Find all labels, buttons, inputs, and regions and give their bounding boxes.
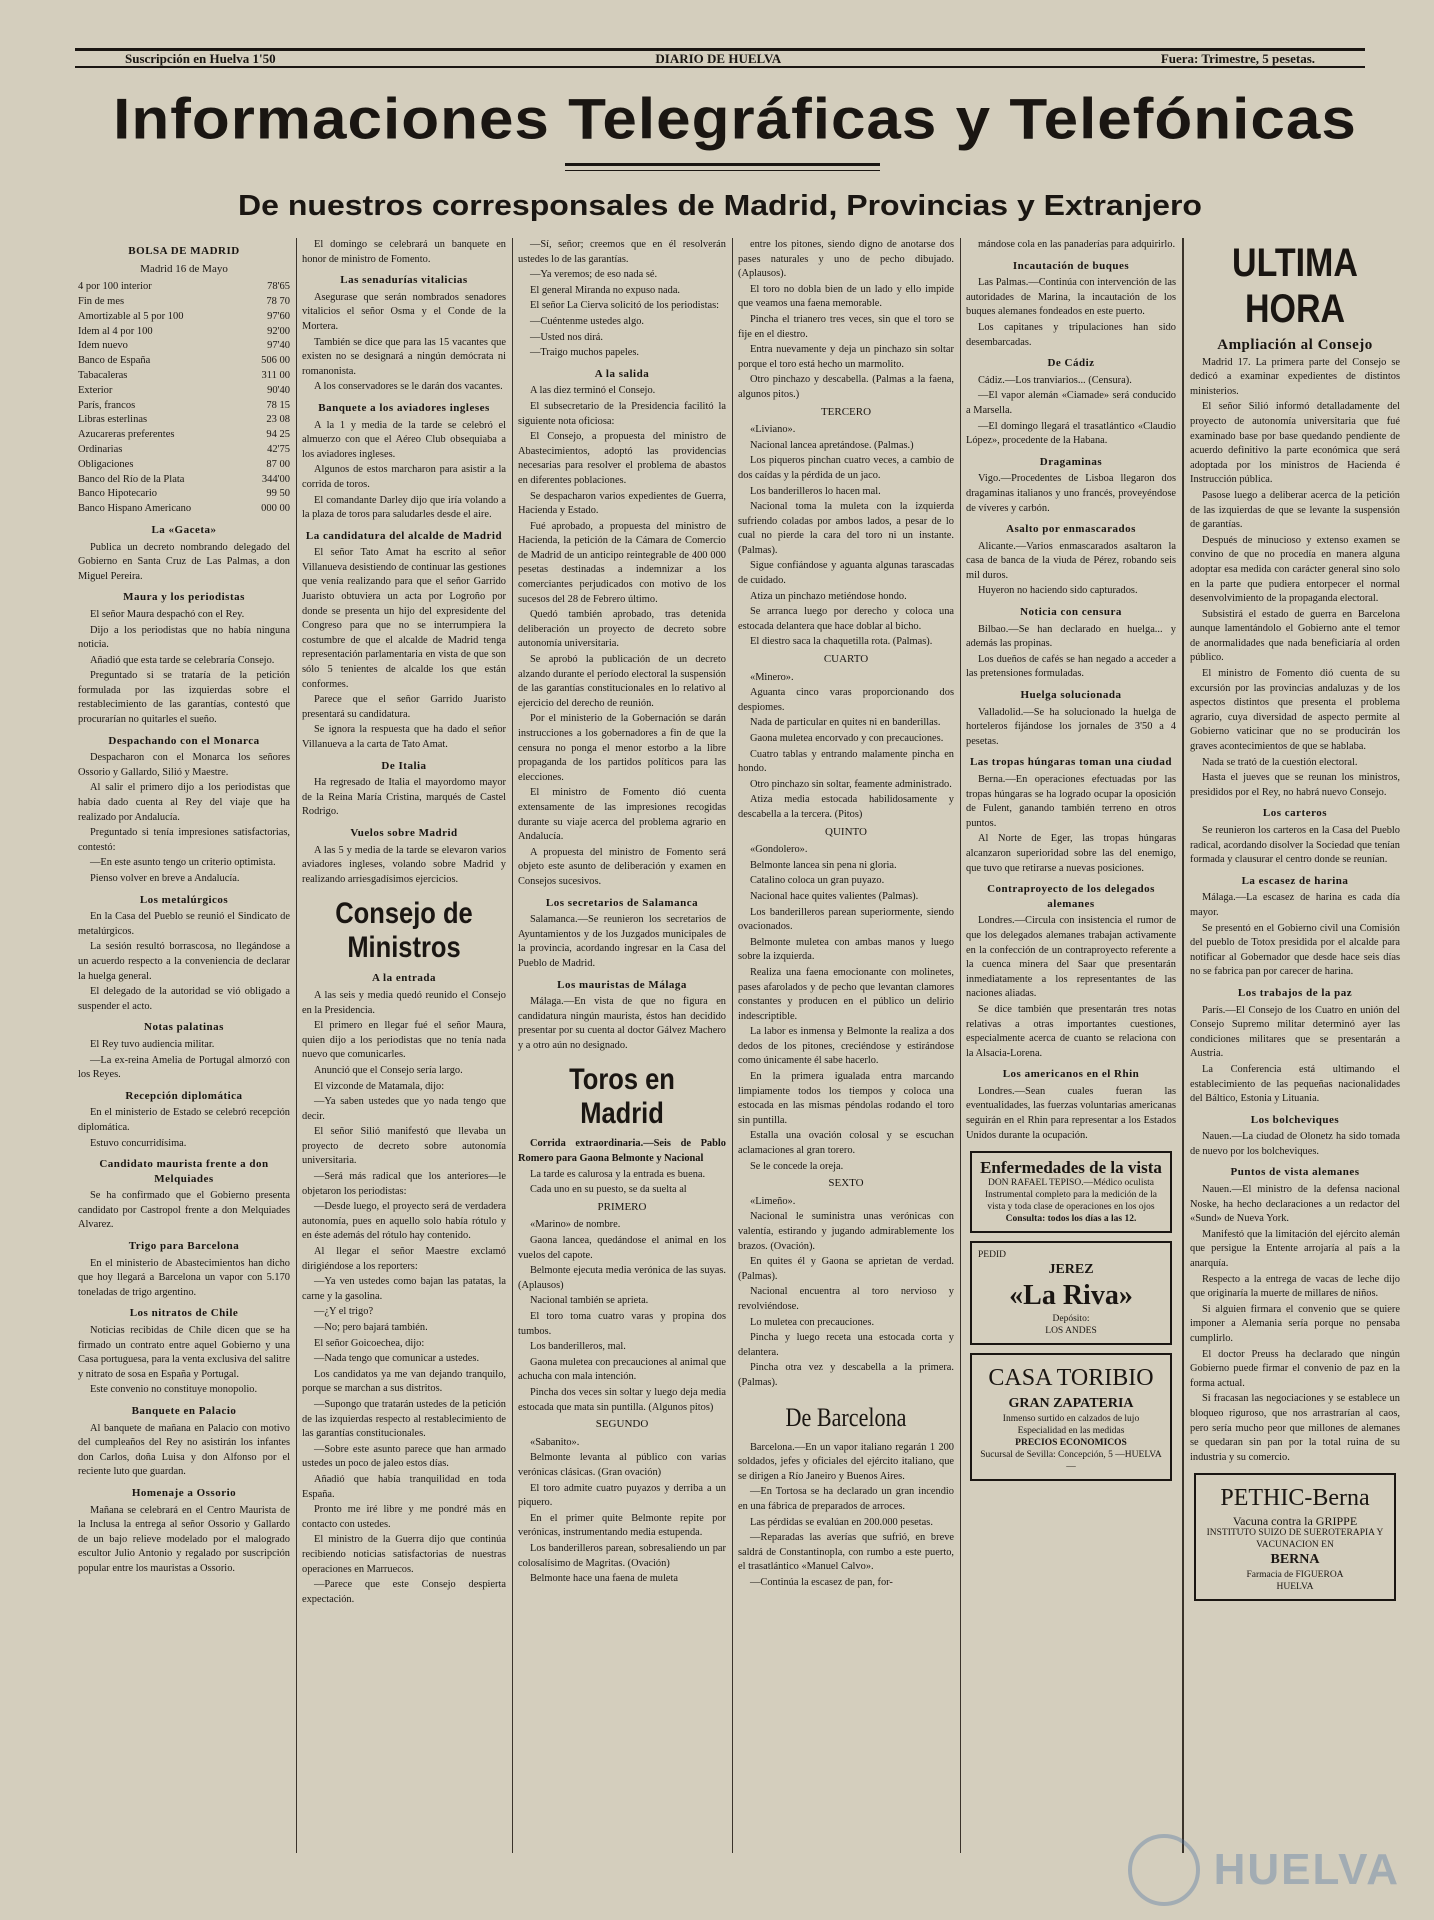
quote-row: Azucareras preferentes 94 25 (78, 429, 290, 441)
headline: Huelga solucionada (1020, 689, 1122, 702)
header-bar (75, 48, 1365, 68)
article-text: Se ignora la respuesta que ha dado el señor Villanueva a la carta de Tato Amat. (302, 724, 506, 750)
article-text: La tarde es calurosa y la entrada es buena. (530, 1168, 706, 1180)
article-text: Huyeron no haciendo sido capturados. (978, 585, 1138, 597)
section-banner: Consejo de Ministros (335, 897, 473, 965)
section-subtitle: De nuestros corresponsales de Madrid, Provincias y Extranjero (238, 188, 1202, 222)
headline: De Italia (381, 759, 427, 772)
article-text: Málaga.—En vista de que no figura en candidatura ningún maurista, éstos han decidido presentar por su cuenta al doctor Gálvez Machero y a otro aún no designado. (518, 996, 726, 1051)
article-text: —Supongo que tratarán ustedes de la petición de las izquierdas respecto al restablecimiento de las garantías constitucionales. (302, 1398, 506, 1440)
article-text: Belmonte ejecuta media verónica de las suyas. (Aplausos) (518, 1265, 726, 1291)
article-text: Mañana se celebrará en el Centro Maurista de la Inclusa la entrega al señor Ossorio y Gallardo de un bajo relieve modelado por el malogrado escultor Julio Antonio y regalado por suscripción popular entre los mauristas a Ossorio. (78, 1504, 290, 1574)
article-text: El señor Maura despachó con el Rey. (90, 608, 245, 620)
headline: La «Gaceta» (151, 523, 217, 536)
article-text: Nada se trató de la cuestión electoral. (1202, 756, 1358, 768)
quote-row: París, francos 78 15 (78, 399, 290, 411)
column-6 (1190, 238, 1400, 1853)
article-text: Noticias recibidas de Chile dicen que se ha firmado un contrato entre aquel Gobierno y una Casa portuguesa, para la venta exclusiva del salitre y nitrato de sosa en España y Portugal. (78, 1325, 290, 1380)
column-divider (732, 238, 733, 1853)
article-text: —Cuéntenme ustedes algo. (530, 315, 644, 327)
article-text: Pienso volver en breve a Andalucía. (90, 873, 240, 884)
column-4 (738, 238, 954, 1853)
subheading: CUARTO (823, 653, 869, 666)
article-text: Pincha el trianero tres veces, sin que el toro se fije en el diestro. (738, 313, 954, 340)
article-text: Belmonte lancea sin pena ni gloria. (750, 859, 897, 871)
article-text: Gaona muletea encorvado y con precauciones. (750, 733, 944, 744)
article-text: Subsistirá el estado de guerra en Barcelona aunque lamentándolo el Gobierno ante el temor de anormalidades que nada beneficiaría al orden público. (1190, 608, 1400, 664)
article-text: Los banderilleros parean superiormente, siendo ovacionados. (738, 906, 954, 933)
headline: Homenaje a Ossorio (131, 1486, 237, 1499)
article-text: «Gondolero». (750, 844, 808, 856)
ad-pethic-berna (1194, 1473, 1396, 1601)
subscription-local: Suscripción en Huelva 1'50 (125, 50, 276, 66)
headline: Incautación de buques (1012, 259, 1130, 272)
quote-row: Ordinarias 42'75 (78, 443, 290, 455)
headline: Banquete en Palacio (131, 1405, 237, 1417)
column-divider (296, 238, 297, 1853)
headline: Los mauristas de Málaga (557, 978, 687, 991)
article-text: Manifestó que la limitación del ejército alemán que persigue la Entente arrojaría al país a la anarquía. (1190, 1228, 1400, 1270)
subscription-outside: Fuera: Trimestre, 5 pesetas. (1160, 50, 1315, 66)
article-text: La Conferencia está ultimando el establecimiento de las pequeñas nacionalidades del Báltico, Estonia y Lituania. (1190, 1063, 1400, 1105)
article-text: El señor Silió manifestó que llevaba un proyecto de decreto sobre autonomía universitaria. (302, 1126, 506, 1167)
article-text: Lo muletea con precauciones. (750, 1316, 875, 1328)
article-text: Los banderilleros, mal. (530, 1341, 626, 1353)
article-text: «Sabanito». (530, 1436, 580, 1448)
article-text: Los banderilleros lo hacen mal. (750, 485, 881, 497)
subheading: TERCERO (820, 405, 872, 418)
article-text: Despacharon con el Monarca los señores Ossorio y Gallardo, Silió y Maestre. (78, 752, 290, 778)
headline: Maura y los periodistas (123, 591, 245, 604)
article-text: Pincha otra vez y descabella a la primera. (Palmas). (738, 1362, 954, 1388)
article-text: —Nada tengo que comunicar a ustedes. (314, 1353, 480, 1365)
article-text: El subsecretario de la Presidencia facilitó la siguiente nota oficiosa: (518, 400, 726, 427)
article-text: Preguntado si tenía impresiones satisfactorias, contestó: (78, 827, 290, 853)
article-text: —¿Y el trigo? (314, 1306, 374, 1318)
article-text: Ha regresado de Italia el mayordomo mayor de la Reina María Cristina, marqués de Castel Rodrigo. (302, 777, 506, 818)
article-text: «Liviano». (750, 424, 796, 436)
article-text: Al Norte de Eger, las tropas húngaras alcanzaron superioridad sobre las del enemigo, que tuvo que retirarse a nuevas posiciones. (966, 833, 1176, 874)
headline: Vuelos sobre Madrid (350, 826, 458, 839)
article-text: —En este asunto tengo un criterio optimista. (90, 857, 276, 869)
quote-row: Banco del Río de la Plata 344'00 (78, 473, 290, 485)
quote-row: Exterior 90'40 (78, 384, 290, 396)
article-text: Cádiz.—Los tranviarios... (Censura). (978, 374, 1132, 386)
article-text: En la primera igualada entra marcando limpiamente todos los tiempos y coloca una estocada en las mismas péndolas rodando el toro sin puntilla. (738, 1071, 954, 1126)
article-text: El señor Goicoechea, dijo: (314, 1337, 425, 1349)
article-text: El ministro de Fomento dió cuenta extensamente de las impresiones recogidas durante su viaje acerca del problema agrario en Andalucía. (518, 787, 726, 843)
article-text: Londres.—Sean cuales fueran las eventualidades, las fuerzas voluntarias americanas seguirán en el Rhin para representar a los Estados Unidos durante la ocupación. (966, 1085, 1176, 1141)
article-text: Salamanca.—Se reunieron los secretarios de Ayuntamientos y de los Juzgados municipales de la provincia, acordando ingresar en la Casa del Pueblo de Madrid. (518, 914, 726, 969)
article-text: Si alguien firmara el convenio que se quiere imponer a Alemania sería porque no pensaba cumplirlo. (1190, 1303, 1400, 1344)
article-text: Pincha dos veces sin soltar y luego deja media estocada que mata sin puntilla. (Algunos pitos) (518, 1386, 726, 1413)
article-text: Otro pinchazo y descabella. (Palmas a la faena, algunos pitos.) (738, 374, 954, 400)
article-text: «Marino» de nombre. (530, 1219, 621, 1231)
stock-quotes (78, 280, 290, 517)
headline: La escasez de harina (1241, 874, 1349, 887)
article-text: Hasta el jueves que se reunan los ministros, presididos por el Rey, no habrá nuevo Consejo. (1190, 772, 1400, 798)
article-text: París.—El Consejo de los Cuatro en unión del Consejo Supremo militar determinó ayer las condiciones militares que se presentarán a Austria. (1190, 1004, 1400, 1060)
quote-row: Banco Hispano Americano 000 00 (78, 503, 290, 515)
ad-line: Especialidad en las medidas (1017, 1426, 1125, 1437)
article-text: El doctor Preuss ha declarado que ningún Gobierno puede firmar el convenio de paz en la forma actual. (1190, 1348, 1400, 1389)
quote-row: Banco de España 506 00 (78, 355, 290, 367)
section-banner: Toros en Madrid (569, 1063, 675, 1131)
article-text: A las 5 y media de la tarde se elevaron varios aviadores ingleses, volando sobre Madrid y realizando arriesgadísimos ejercicios. (302, 844, 506, 885)
article-text: El delegado de la autoridad se vió obligado a suspender el acto. (78, 986, 290, 1012)
headline: A la salida (594, 367, 650, 380)
article-text: En la Casa del Pueblo se reunió el Sindicato de metalúrgicos. (78, 911, 290, 937)
article-text: Los candidatos ya me van dejando tranquilo, porque se marchan a sus distritos. (302, 1368, 506, 1395)
article-text: Los capitanes y tripulaciones han sido desembarcadas. (966, 321, 1176, 348)
ad-title: Enfermedades de la vista (980, 1158, 1162, 1178)
article-text: Madrid 17. La primera parte del Consejo se dedicó a examinar expedientes de distintos ministerios. (1190, 356, 1400, 397)
column-5 (966, 238, 1176, 1853)
article-text: mándose cola en las panaderías para adquirirlo. (978, 239, 1176, 250)
article-text: Pincha y luego receta una estocada corta y delantera. (738, 1332, 954, 1358)
headline: Contraproyecto de los delegados alemanes (987, 883, 1155, 910)
subheading: PRIMERO (597, 1200, 647, 1213)
article-text: Las Palmas.—Continúa con intervención de las autoridades de Marina, la incautación de los buques alemanes fondeados en este puerto. (966, 277, 1176, 318)
article-text: Preguntado si se trataría de la petición formulada por las izquierdas sobre el restablecimiento de las garantías, contestó que procurarían no quitarles el sueño. (78, 670, 290, 726)
article-text: —Reparadas las averías que sufrió, en breve saldrá de Constantinopla, con rumbo a este puerto, el trasatlántico «Manuel Calvo». (738, 1532, 954, 1573)
article-text: El toro no dobla bien de un lado y ello impide que veamos una faena memorable. (738, 283, 954, 310)
article-text: Dijo a los periodistas que no había ninguna noticia. (78, 624, 290, 651)
ad-institute: INSTITUTO SUIZO DE SUEROTERAPIA Y VACUNACION EN (1206, 1528, 1384, 1551)
ad-casa-toribio (970, 1353, 1172, 1481)
headline: Los metalúrgicos (139, 893, 229, 906)
column-3 (518, 238, 726, 1853)
article-text: El vizconde de Matamala, dijo: (314, 1080, 445, 1092)
headline: Los secretarios de Salamanca (545, 896, 699, 909)
article-text: Pasose luego a deliberar acerca de la petición de las izquierdas de que se levante la suspensión de garantías. (1190, 489, 1400, 531)
ad-address: LOS ANDES (1045, 1326, 1097, 1337)
article-text: Por el ministerio de la Gobernación se darán instrucciones a los gobernadores a fin de que la censura no ponga el menor estorbo a la libre propaganda de los partidos políticos para las elecciones. (518, 713, 726, 783)
article-text: —Ya ven ustedes como bajan las patatas, la carne y la gasolina. (302, 1276, 506, 1302)
headline: Las tropas húngaras toman una ciudad (969, 756, 1173, 769)
article-text: A propuesta del ministro de Fomento será objeto este asunto de deliberación y examen en Consejos sucesivos. (518, 846, 726, 887)
article-text: Se aprobó la publicación de un decreto alzando durante el período electoral la suspensión de las garantías constitucionales en lo relativo al ejercicio del derecho de reunión. (518, 654, 726, 709)
article-text: A las seis y media quedó reunido el Consejo en la Presidencia. (302, 989, 506, 1016)
article-text: Se le concede la oreja. (750, 1160, 844, 1172)
article-text: El señor Tato Amat ha escrito al señor Villanueva desistiendo de continuar las gestiones que venía realizando para que el señor Garrido Juaristo obtuviera un acta por Logroño por donde se presenta un hijo del expresidente del Congreso para que no se interrumpiera la costumbre de que el alcalde de Madrid tenga representación parlamentaria en vista de que son sólo 5 tenientes de alcalde los que están conformes. (302, 547, 506, 690)
breaking-news-title: ULTIMA HORA (1232, 241, 1358, 331)
article-text: Nacional lancea apretándose. (Palmas.) (750, 439, 914, 451)
article-text: Nacional toma la muleta con la izquierda sufriendo coladas por ambos lados, a pesar de lo cual no pierde la cara del toro ni un instante. (Palmas). (738, 501, 954, 556)
headline: Los americanos en el Rhin (1002, 1068, 1140, 1081)
article-text: Después de minucioso y extenso examen se convino de que no procedía en manera alguna adoptar esa medida con carácter general sino solo en la parte que pudiera entorpecer el normal desenvolvimiento de la propaganda electoral. (1190, 534, 1400, 605)
article-text: —Traigo muchos papeles. (530, 347, 639, 359)
article-text: El general Miranda no expuso nada. (530, 284, 681, 296)
article-text: El ministro de la Guerra dijo que continúa recibiendo noticias satisfactorias de nuestras operaciones en Marruecos. (302, 1534, 506, 1575)
quote-row: Libras esterlinas 23 08 (78, 414, 290, 426)
article-text: El Rey tuvo audiencia militar. (90, 1038, 215, 1050)
quote-row: Fin de mes 78 70 (78, 295, 290, 307)
article-text: —El vapor alemán «Ciamade» será conducido a Marsella. (966, 390, 1176, 416)
article-text: Fué aprobado, a propuesta del ministro de Hacienda, la petición de la Cámara de Comercio de Madrid de un anticipo reintegrable de 400 000 pesetas destinadas a indemnizar a los comerciantes perjudicados con motivo de los sucesos del 28 de Febrero último. (518, 520, 726, 605)
column-divider (1182, 238, 1184, 1853)
article-text: Belmonte levanta al público con varias verónicas clásicas. (Gran ovación) (518, 1452, 726, 1478)
article-text: El Consejo, a propuesta del ministro de Abastecimientos, adoptó las providencias necesarias para resolver el problema de abastos en diferentes poblaciones. (518, 431, 726, 486)
article-text: —No; pero bajará también. (314, 1322, 428, 1333)
article-text: Al llegar el señor Maestre exclamó dirigiéndose a los reporters: (302, 1246, 506, 1272)
ad-sub: Vacuna contra la GRIPPE (1232, 1514, 1358, 1529)
headline: Las senadurías vitalicias (340, 274, 468, 287)
ad-jerez: JEREZ (1048, 1262, 1094, 1278)
article-text: —Desde luego, el proyecto será de verdadera autonomía, pues en aquello solo había rótulo y en éste además del rótulo hay contenido. (302, 1201, 506, 1242)
masthead-rule-bottom (565, 170, 880, 171)
article-text: Los piqueros pinchan cuatro veces, a cambio de dos caídas y la pérdida de un jaco. (738, 455, 954, 481)
article-text: Belmonte hace una faena de muleta (530, 1573, 678, 1585)
article-text: A los conservadores se le darán dos vacantes. (314, 381, 503, 393)
quote-row: 4 por 100 interior 78'65 (78, 281, 290, 293)
ad-deposit: Depósito: (1052, 1314, 1090, 1325)
headline: Banquete a los aviadores ingleses (318, 401, 490, 414)
ad-pre: PEDID (978, 1250, 1006, 1261)
article-text: La labor es inmensa y Belmonte la realiza a dos dedos de los pitones, creciéndose y estirándose como únicamente él sabe hacerlo. (738, 1026, 954, 1067)
article-text: Estuvo concurridísima. (90, 1137, 187, 1149)
article-text: Nauen.—El ministro de la defensa nacional Noske, ha hecho declaraciones a un redactor del «Sund» de Nueva York. (1190, 1184, 1400, 1225)
article-text: En el ministerio de Abastecimientos han dicho que hoy llegará a Barcelona un vapor con 5.170 toneladas de trigo argentino. (78, 1257, 290, 1298)
article-text: Anunció que el Consejo sería largo. (314, 1064, 463, 1076)
article-text: Cuatro tablas y entrando malamente pincha en hondo. (738, 748, 954, 775)
article-text: El señor Silió informó detalladamente del proyecto de autonomía universitaria que fué examinado base por base quedando pendiente de acuerdo definitivo la parte económica que será adoptada por los ministros de Hacienda é Instrucción pública. (1190, 401, 1400, 486)
article-text: A las diez terminó el Consejo. (530, 385, 656, 397)
ad-doctor: DON RAFAEL TEPISO.—Médico oculista (987, 1178, 1155, 1189)
article-text: Publica un decreto nombrando delegado del Gobierno en Santa Cruz de Las Palmas, a don Miguel Pereira. (78, 541, 290, 582)
article-text: —Sí, señor; creemos que en él resolverán ustedes lo de las garantías. (518, 239, 726, 265)
article-text: Las pérdidas se evalúan en 200.000 pesetas. (750, 1516, 933, 1528)
article-text: —Ya veremos; de eso nada sé. (530, 269, 658, 281)
article-text: Nacional hace quites valientes (Palmas). (750, 890, 919, 902)
subheading: SEXTO (828, 1177, 864, 1190)
article-text: Al banquete de mañana en Palacio con motivo del cumpleaños del Rey no asistirán los infantes don Carlos, doña Luisa y don Alfonso por el reciente luto que guardan. (78, 1422, 290, 1478)
article-text: Algunos de estos marcharon para asistir a la corrida de toros. (302, 464, 506, 490)
archive-watermark (1040, 1832, 1400, 1908)
article-text: El domingo se celebrará un banquete en honor de ministro de Fomento. (302, 239, 506, 265)
headline: Ampliación al Consejo (1217, 337, 1373, 353)
ad-hours: Consulta: todos los días a las 12. (1005, 1214, 1137, 1225)
article-lead: Corrida extraordinaria.—Seis de Pablo Romero para Gaona Belmonte y Nacional (518, 1138, 726, 1165)
headline: Recepción diplomática (125, 1089, 243, 1102)
ad-line: PRECIOS ECONOMICOS (1015, 1438, 1127, 1449)
article-text: Atiza un pinchazo metiéndose hondo. (750, 590, 907, 602)
quote-row: Idem al 4 por 100 92'00 (78, 325, 290, 337)
article-text: El ministro de Fomento dió cuenta de su excursión por las provincias andaluzas y de los aspectos distintos que presenta el problema agrario, cuya diversidad de aspecto permite al Gobierno vaticinar que no se producirán los graves acontecimientos de que se hablaba. (1190, 668, 1400, 753)
article-text: Alicante.—Varios enmascarados asaltaron la casa de banca de la viuda de Pérez, robando seis mil duros. (966, 540, 1176, 581)
headline: La candidatura del alcalde de Madrid (305, 529, 503, 542)
article-text: Estalla una ovación colosal y se escuchan aclamaciones al gran torero. (738, 1130, 954, 1157)
ad-brand: PETHIC-Berna (1220, 1485, 1370, 1512)
column-divider (512, 238, 513, 1853)
article-text: A la 1 y media de la tarde se celebró el almuerzo con que el Aéreo Club obsequiaba a los aviadores ingleses. (302, 419, 506, 460)
headline: Despachando con el Monarca (108, 734, 260, 747)
article-text: En quites él y Gaona se aprietan de verdad. (Palmas). (738, 1256, 954, 1282)
headline: De Cádiz (1047, 357, 1095, 370)
masthead-title: Informaciones Telegráficas y Telefónicas (113, 87, 1357, 152)
article-text: Nacional también se aprieta. (530, 1295, 649, 1307)
column-1 (78, 238, 290, 1853)
article-text: El comandante Darley dijo que iría volando a la plaza de toros para saludarles desde el aire. (302, 494, 506, 521)
newspaper-name: DIARIO DE HUELVA (655, 50, 782, 66)
article-text: —Sobre este asunto parece que han armado ustedes un poco de jaleo estos días. (302, 1443, 506, 1470)
quote-row: Obligaciones 87 00 (78, 458, 290, 470)
ad-town: HUELVA (1276, 1582, 1314, 1593)
article-text: Londres.—Circula con insistencia el rumor de que los delegados alemanes trabajan activamente en la confección de un contraproyecto referente a la cuenca minera del Saar que presentarán inmediatamente a los representantes de las naciones aliadas. (966, 915, 1176, 1000)
quote-row: Amortizable al 5 por 100 97'60 (78, 310, 290, 322)
article-text: —En Tortosa se ha declarado un gran incendio en una fábrica de preparados de arroces. (738, 1486, 954, 1512)
headline: Los nitratos de Chile (129, 1307, 239, 1320)
article-text: El diestro saca la chaquetilla rota. (Palmas). (750, 636, 933, 648)
headline: Los bolcheviques (1250, 1113, 1340, 1126)
article-text: —Parece que este Consejo despierta expectación. (302, 1579, 506, 1605)
article-text: La sesión resultó borrascosa, no llegándose a un acuerdo respecto a la conveniencia de declarar la huelga general. (78, 941, 290, 982)
ad-brand: CASA TORIBIO (988, 1365, 1154, 1392)
article-text: Al salir el primero dijo a los periodistas que había dado cuenta al Rey del viaje que ha realizado por Andalucía. (78, 782, 290, 823)
ad-address: Sucursal de Sevilla: Concepción, 5 —HUELVA— (980, 1450, 1162, 1473)
ad-la-riva (970, 1241, 1172, 1345)
article-text: Se arranca luego por derecho y coloca una estocada delantera que hace doblar al bicho. (738, 606, 954, 632)
headline: Los carteros (1262, 807, 1328, 820)
ad-brand: «La Riva» (1009, 1280, 1133, 1312)
article-text: Se reunieron los carteros en la Casa del Pueblo radical, acordando disolver la Sociedad que tenían formada y clausurar el centro donde se reunían. (1190, 825, 1400, 866)
article-text: Se ha confirmado que el Gobierno presenta candidato por Castropol frente a don Melquiades Alvarez. (78, 1190, 290, 1231)
article-text: Parece que el señor Garrido Juaristo presentará su candidatura. (302, 694, 506, 720)
article-text: Vigo.—Procedentes de Lisboa llegaron dos dragaminas italianos y uno francés, proveyéndose de víveres y carbón. (966, 473, 1176, 514)
article-text: Málaga.—La escasez de harina es cada día mayor. (1190, 892, 1400, 918)
article-text: Barcelona.—En un vapor italiano regarán 1 200 soldados, jefes y oficiales del ejército italiano, que se dirigen a Río Janeiro y Buenos Aires. (738, 1441, 954, 1482)
article-text: Este convenio no constituye monopolio. (90, 1384, 258, 1396)
column-divider (960, 238, 961, 1853)
ad-city: BERNA (1270, 1552, 1320, 1568)
article-text: —La ex-reina Amelia de Portugal almorzó con los Reyes. (78, 1054, 290, 1081)
article-text: Catalino coloca un gran puyazo. (750, 875, 885, 887)
ad-body: Instrumental completo para la medición de la vista y toda clase de operaciones en los ojos (985, 1190, 1157, 1213)
article-text: —Usted nos dirá. (530, 331, 604, 343)
article-text: Nauen.—La ciudad de Olonetz ha sido tomada de nuevo por los bolcheviques. (1190, 1131, 1400, 1157)
article-text: El toro toma cuatro varas y propina dos tumbos. (518, 1311, 726, 1337)
article-text: En el primer quite Belmonte repite por verónicas, instrumentando media estupenda. (518, 1512, 726, 1539)
article-text: Sigue confiándose y aguanta algunas tarascadas de cuidado. (738, 560, 954, 587)
headline: Candidato maurista frente a don Melquiades (99, 1158, 269, 1185)
article-text: Entra nuevamente y deja un pinchazo sin soltar porque el toro está hecho un marmolito. (738, 344, 954, 370)
subheading: SEGUNDO (595, 1418, 649, 1431)
headline: Asalto por enmascarados (1006, 523, 1136, 536)
article-text: También se dice que para las 15 vacantes que existen no se designará a ningún demócrata ni romanonista. (302, 336, 506, 377)
article-text: entre los pitones, siendo digno de anotarse dos pases naturales y uno de pecho dibujado. (Aplausos). (738, 239, 954, 280)
headline: Puntos de vista alemanes (1230, 1166, 1360, 1179)
article-text: Atiza media estocada habilidosamente y descabella a la tercera. (Pitos) (738, 794, 954, 820)
article-text: Añadió que había tranquilidad en toda España. (302, 1473, 506, 1500)
article-text: Gaona lancea, quedándose el animal en los vuelos del capote. (518, 1235, 726, 1261)
article-text: En el ministerio de Estado se celebró recepción diplomática. (78, 1107, 290, 1133)
headline: Noticia con censura (1020, 606, 1122, 619)
quote-row: Tabacaleras 311 00 (78, 369, 290, 381)
ad-sub: GRAN ZAPATERIA (1008, 1396, 1134, 1412)
article-text: Nacional encuentra al toro nervioso y revolviéndose. (738, 1286, 954, 1312)
headline: Notas palatinas (144, 1021, 224, 1034)
article-text: Pronto me iré libre y me pondré más en contacto con ustedes. (302, 1504, 506, 1530)
article-text: El primero en llegar fué el señor Maura, quien dijo a los periodistas que no tenía nada nuevo que comunicarles. (302, 1020, 506, 1061)
article-text: Quedó también aprobado, tras detenida deliberación un proyecto de decreto sobre autonomía universitaria. (518, 609, 726, 650)
article-text: Se dice también que presentarán tres notas relativas a otras importantes cuestiones, especialmente acerca de cuanto se relaciona con la Alsacia-Lorena. (966, 1003, 1176, 1059)
article-text: —Continúa la escasez de pan, for- (750, 1576, 893, 1588)
article-text: —Ya saben ustedes que yo nada tengo que decir. (302, 1096, 506, 1122)
article-text: «Limeño». (750, 1195, 796, 1207)
article-text: Se presentó en el Gobierno civil una Comisión del pueblo de Totox presidida por el alcalde para notificar al Gobernador que desde hace seis días no se fabrica pan por carecer de harina. (1190, 922, 1400, 978)
article-text: El señor La Cierva solicitó de los periodistas: (530, 300, 720, 312)
ad-oculista (970, 1151, 1172, 1233)
quote-row: Banco Hipotecario 99 50 (78, 488, 290, 500)
article-text: Belmonte muletea con ambas manos y luego sobre la izquierda. (738, 936, 954, 963)
article-text: Nacional le suministra unas verónicas con valentía, estirando y jugando admirablemente los brazos. (Ovación). (738, 1211, 954, 1252)
subheading: QUINTO (825, 825, 867, 838)
seal-icon (1128, 1834, 1200, 1906)
article-text: Se despacharon varios expedientes de Guerra, Hacienda y Estado. (518, 490, 726, 517)
article-text: Aguanta cinco varas proporcionando dos despiomes. (738, 687, 954, 713)
article-text: Bilbao.—Se han declarado en huelga... y además las propinas. (966, 623, 1176, 650)
column-2 (302, 238, 506, 1853)
article-text: «Minero». (750, 671, 794, 683)
article-text: Nada de particular en quites ni en banderillas. (750, 717, 941, 729)
headline: Los trabajos de la paz (1237, 986, 1353, 999)
article-text: Otro pinchazo sin soltar, feamente administrado. (750, 778, 952, 790)
article-text: Cada uno en su puesto, se da suelta al (530, 1184, 687, 1196)
quote-row: Idem nuevo 97'40 (78, 340, 290, 352)
ad-pharmacy: Farmacia de FIGUEROA (1246, 1570, 1344, 1581)
watermark-text: HUELVA (1213, 1845, 1400, 1894)
dateline: Madrid 16 de Mayo (140, 262, 228, 275)
article-text: Gaona muletea con precauciones al animal que achucha con mala intención. (518, 1356, 726, 1383)
masthead-rule-top (565, 163, 880, 166)
headline: A la entrada (371, 972, 437, 985)
article-text: Si fracasan las negociaciones y se establece un bloqueo riguroso, que nos arrastrarían al caos, pero sería mucho peor que millones de alemanes se quedaran sin pan por la total ruina de su industria y su comercio. (1190, 1393, 1400, 1463)
article-text: —El domingo llegará el trasatlántico «Claudio López», procedente de la Habana. (966, 420, 1176, 447)
headline: Dragaminas (1039, 455, 1103, 468)
article-text: El toro admite cuatro puyazos y derriba a un piquero. (518, 1482, 726, 1509)
article-text: —Será más radical que los anteriores—le objetaron los periodistas: (302, 1171, 506, 1197)
section-heading: BOLSA DE MADRID (128, 245, 240, 257)
article-text: Añadió que esta tarde se celebraría Consejo. (90, 654, 275, 666)
article-text: Valladolid.—Se ha solucionado la huelga de horteleros fijándose los jornales de 3'50 a 4 pesetas. (966, 706, 1176, 747)
article-text: Asegurase que serán nombrados senadores vitalicios el señor Osma y el Conde de la Mortera. (302, 291, 506, 332)
article-text: Los dueños de cafés se han negado a acceder a las pretensiones formuladas. (966, 653, 1176, 680)
headline: Trigo para Barcelona (128, 1240, 240, 1253)
section-banner: De Barcelona (785, 1402, 907, 1432)
article-text: Berna.—En operaciones efectuadas por las tropas húngaras se ha logrado ocupar la oposición de Fulent, ganando también terreno en otros puntos. (966, 774, 1176, 829)
article-text: Realiza una faena emocionante con molinetes, pases afarolados y de pecho que levantan clamores constantes y producen en el público un delirio indescriptible. (738, 966, 954, 1022)
article-text: Respecto a la entrega de vacas de leche dijo que originaría la muerte de millares de niños. (1190, 1273, 1400, 1300)
ad-line: Inmenso surtido en calzados de lujo (1002, 1414, 1140, 1425)
article-text: Los banderilleros parean, sobresaliendo un par colosalísimo de Magritas. (Ovación) (518, 1542, 726, 1569)
